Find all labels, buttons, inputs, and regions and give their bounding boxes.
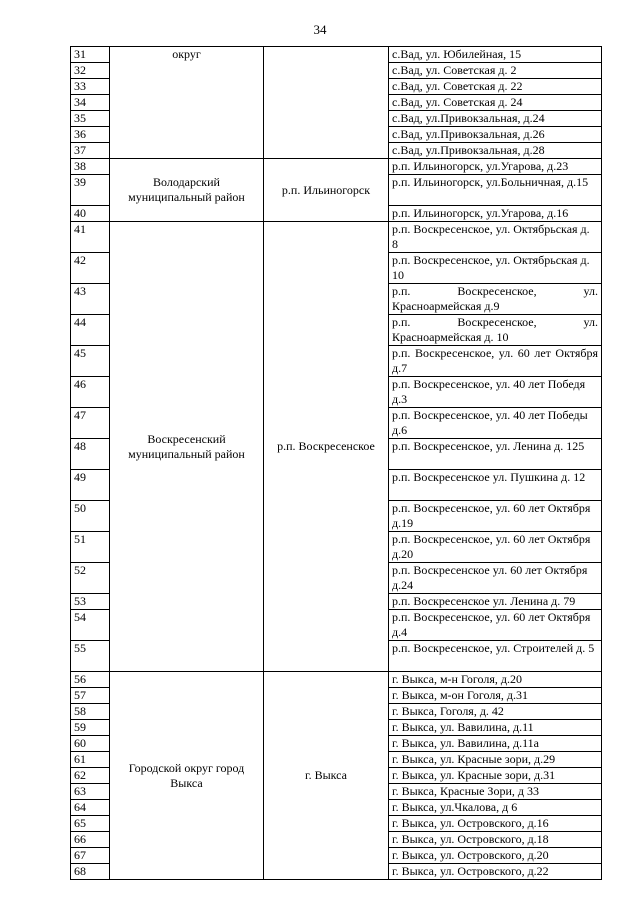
address-cell: р.п. Воскресенское, ул. Октябрьская д. 10 bbox=[389, 253, 602, 284]
table-row bbox=[71, 47, 602, 63]
table-row bbox=[71, 159, 602, 175]
district-cell: Городской округ город Выкса bbox=[110, 672, 264, 880]
address-cell: г. Выкса, ул. Островского, д.20 bbox=[389, 848, 602, 864]
row-number: 65 bbox=[71, 816, 110, 832]
row-number: 39 bbox=[71, 175, 110, 206]
row-number: 59 bbox=[71, 720, 110, 736]
row-number: 56 bbox=[71, 672, 110, 688]
table-row bbox=[71, 222, 602, 253]
row-number: 52 bbox=[71, 563, 110, 594]
address-cell: г. Выкса, ул. Вавилина, д.11а bbox=[389, 736, 602, 752]
row-number: 50 bbox=[71, 501, 110, 532]
row-number: 46 bbox=[71, 377, 110, 408]
address-cell: р.п. Ильиногорск, ул.Угарова, д.16 bbox=[389, 206, 602, 222]
address-cell: г. Выкса, ул. Красные зори, д.29 bbox=[389, 752, 602, 768]
address-cell: р.п. Воскресенское, ул. Ленина д. 125 bbox=[389, 439, 602, 470]
address-cell: г. Выкса, ул. Островского, д.22 bbox=[389, 864, 602, 880]
address-cell: р.п. Воскресенское ул. 60 лет Октября д.24 bbox=[389, 563, 602, 594]
locality-cell: р.п. Ильиногорск bbox=[264, 159, 389, 222]
address-cell: с.Вад, ул. Советская д. 22 bbox=[389, 79, 602, 95]
row-number: 33 bbox=[71, 79, 110, 95]
row-number: 43 bbox=[71, 284, 110, 315]
address-cell: г. Выкса, м-он Гоголя, д.31 bbox=[389, 688, 602, 704]
address-cell: р.п. Воскресенское, ул. Красноармейская д.9 bbox=[389, 284, 602, 315]
row-number: 60 bbox=[71, 736, 110, 752]
row-number: 45 bbox=[71, 346, 110, 377]
address-cell: р.п. Воскресенское, ул. 60 лет Октября д.19 bbox=[389, 501, 602, 532]
page-number: 34 bbox=[313, 22, 327, 37]
address-cell: р.п. Воскресенское, ул. Строителей д. 5 bbox=[389, 641, 602, 672]
row-number: 51 bbox=[71, 532, 110, 563]
locality-cell: г. Выкса bbox=[264, 672, 389, 880]
row-number: 61 bbox=[71, 752, 110, 768]
address-cell: с.Вад, ул.Привокзальная, д.26 bbox=[389, 127, 602, 143]
address-cell: р.п. Воскресенское ул. Ленина д. 79 bbox=[389, 594, 602, 610]
row-number: 38 bbox=[71, 159, 110, 175]
address-cell: с.Вад, ул. Советская д. 2 bbox=[389, 63, 602, 79]
address-table bbox=[70, 46, 602, 880]
address-cell: с.Вад, ул.Привокзальная, д.28 bbox=[389, 143, 602, 159]
address-cell: р.п. Воскресенское, ул. 40 лет Победы д.6 bbox=[389, 408, 602, 439]
row-number: 55 bbox=[71, 641, 110, 672]
address-cell: р.п. Воскресенское, ул. 60 лет Октября д.20 bbox=[389, 532, 602, 563]
row-number: 42 bbox=[71, 253, 110, 284]
row-number: 66 bbox=[71, 832, 110, 848]
row-number: 34 bbox=[71, 95, 110, 111]
address-table-body bbox=[71, 47, 602, 880]
address-cell: р.п. Воскресенское, ул. Октябрьская д. 8 bbox=[389, 222, 602, 253]
row-number: 49 bbox=[71, 470, 110, 501]
address-cell: г. Выкса, ул. Островского, д.16 bbox=[389, 816, 602, 832]
table-row bbox=[71, 672, 602, 688]
row-number: 48 bbox=[71, 439, 110, 470]
address-cell: г. Выкса, м-н Гоголя, д.20 bbox=[389, 672, 602, 688]
address-cell: г. Выкса, ул. Вавилина, д.11 bbox=[389, 720, 602, 736]
row-number: 47 bbox=[71, 408, 110, 439]
locality-cell bbox=[264, 47, 389, 159]
address-cell: г. Выкса, ул. Островского, д.18 bbox=[389, 832, 602, 848]
district-cell: Воскресенский муниципальный район bbox=[110, 222, 264, 672]
district-cell: Володарский муниципальный район bbox=[110, 159, 264, 222]
address-cell: р.п. Воскресенское, ул. 60 лет Октября д.7 bbox=[389, 346, 602, 377]
row-number: 67 bbox=[71, 848, 110, 864]
row-number: 31 bbox=[71, 47, 110, 63]
row-number: 68 bbox=[71, 864, 110, 880]
row-number: 40 bbox=[71, 206, 110, 222]
row-number: 57 bbox=[71, 688, 110, 704]
row-number: 37 bbox=[71, 143, 110, 159]
address-cell: г. Выкса, Гоголя, д. 42 bbox=[389, 704, 602, 720]
row-number: 63 bbox=[71, 784, 110, 800]
address-cell: г. Выкса, ул. Красные зори, д.31 bbox=[389, 768, 602, 784]
row-number: 41 bbox=[71, 222, 110, 253]
address-cell: р.п. Ильиногорск, ул.Больничная, д.15 bbox=[389, 175, 602, 206]
address-cell: р.п. Воскресенское, ул. 40 лет Победя д.3 bbox=[389, 377, 602, 408]
address-cell: р.п. Ильиногорск, ул.Угарова, д.23 bbox=[389, 159, 602, 175]
address-cell: с.Вад, ул.Привокзальная, д.24 bbox=[389, 111, 602, 127]
row-number: 54 bbox=[71, 610, 110, 641]
row-number: 32 bbox=[71, 63, 110, 79]
address-cell: р.п. Воскресенское, ул. 60 лет Октября д.4 bbox=[389, 610, 602, 641]
address-cell: р.п. Воскресенское, ул. Красноармейская д. 10 bbox=[389, 315, 602, 346]
row-number: 58 bbox=[71, 704, 110, 720]
address-cell: р.п. Воскресенское ул. Пушкина д. 12 bbox=[389, 470, 602, 501]
locality-cell: р.п. Воскресенское bbox=[264, 222, 389, 672]
address-cell: с.Вад, ул. Юбилейная, 15 bbox=[389, 47, 602, 63]
row-number: 53 bbox=[71, 594, 110, 610]
row-number: 64 bbox=[71, 800, 110, 816]
address-cell: г. Выкса, Красные Зори, д 33 bbox=[389, 784, 602, 800]
row-number: 35 bbox=[71, 111, 110, 127]
address-cell: с.Вад, ул. Советская д. 24 bbox=[389, 95, 602, 111]
row-number: 62 bbox=[71, 768, 110, 784]
row-number: 36 bbox=[71, 127, 110, 143]
address-cell: г. Выкса, ул.Чкалова, д 6 bbox=[389, 800, 602, 816]
row-number: 44 bbox=[71, 315, 110, 346]
district-cell: округ bbox=[110, 47, 264, 159]
